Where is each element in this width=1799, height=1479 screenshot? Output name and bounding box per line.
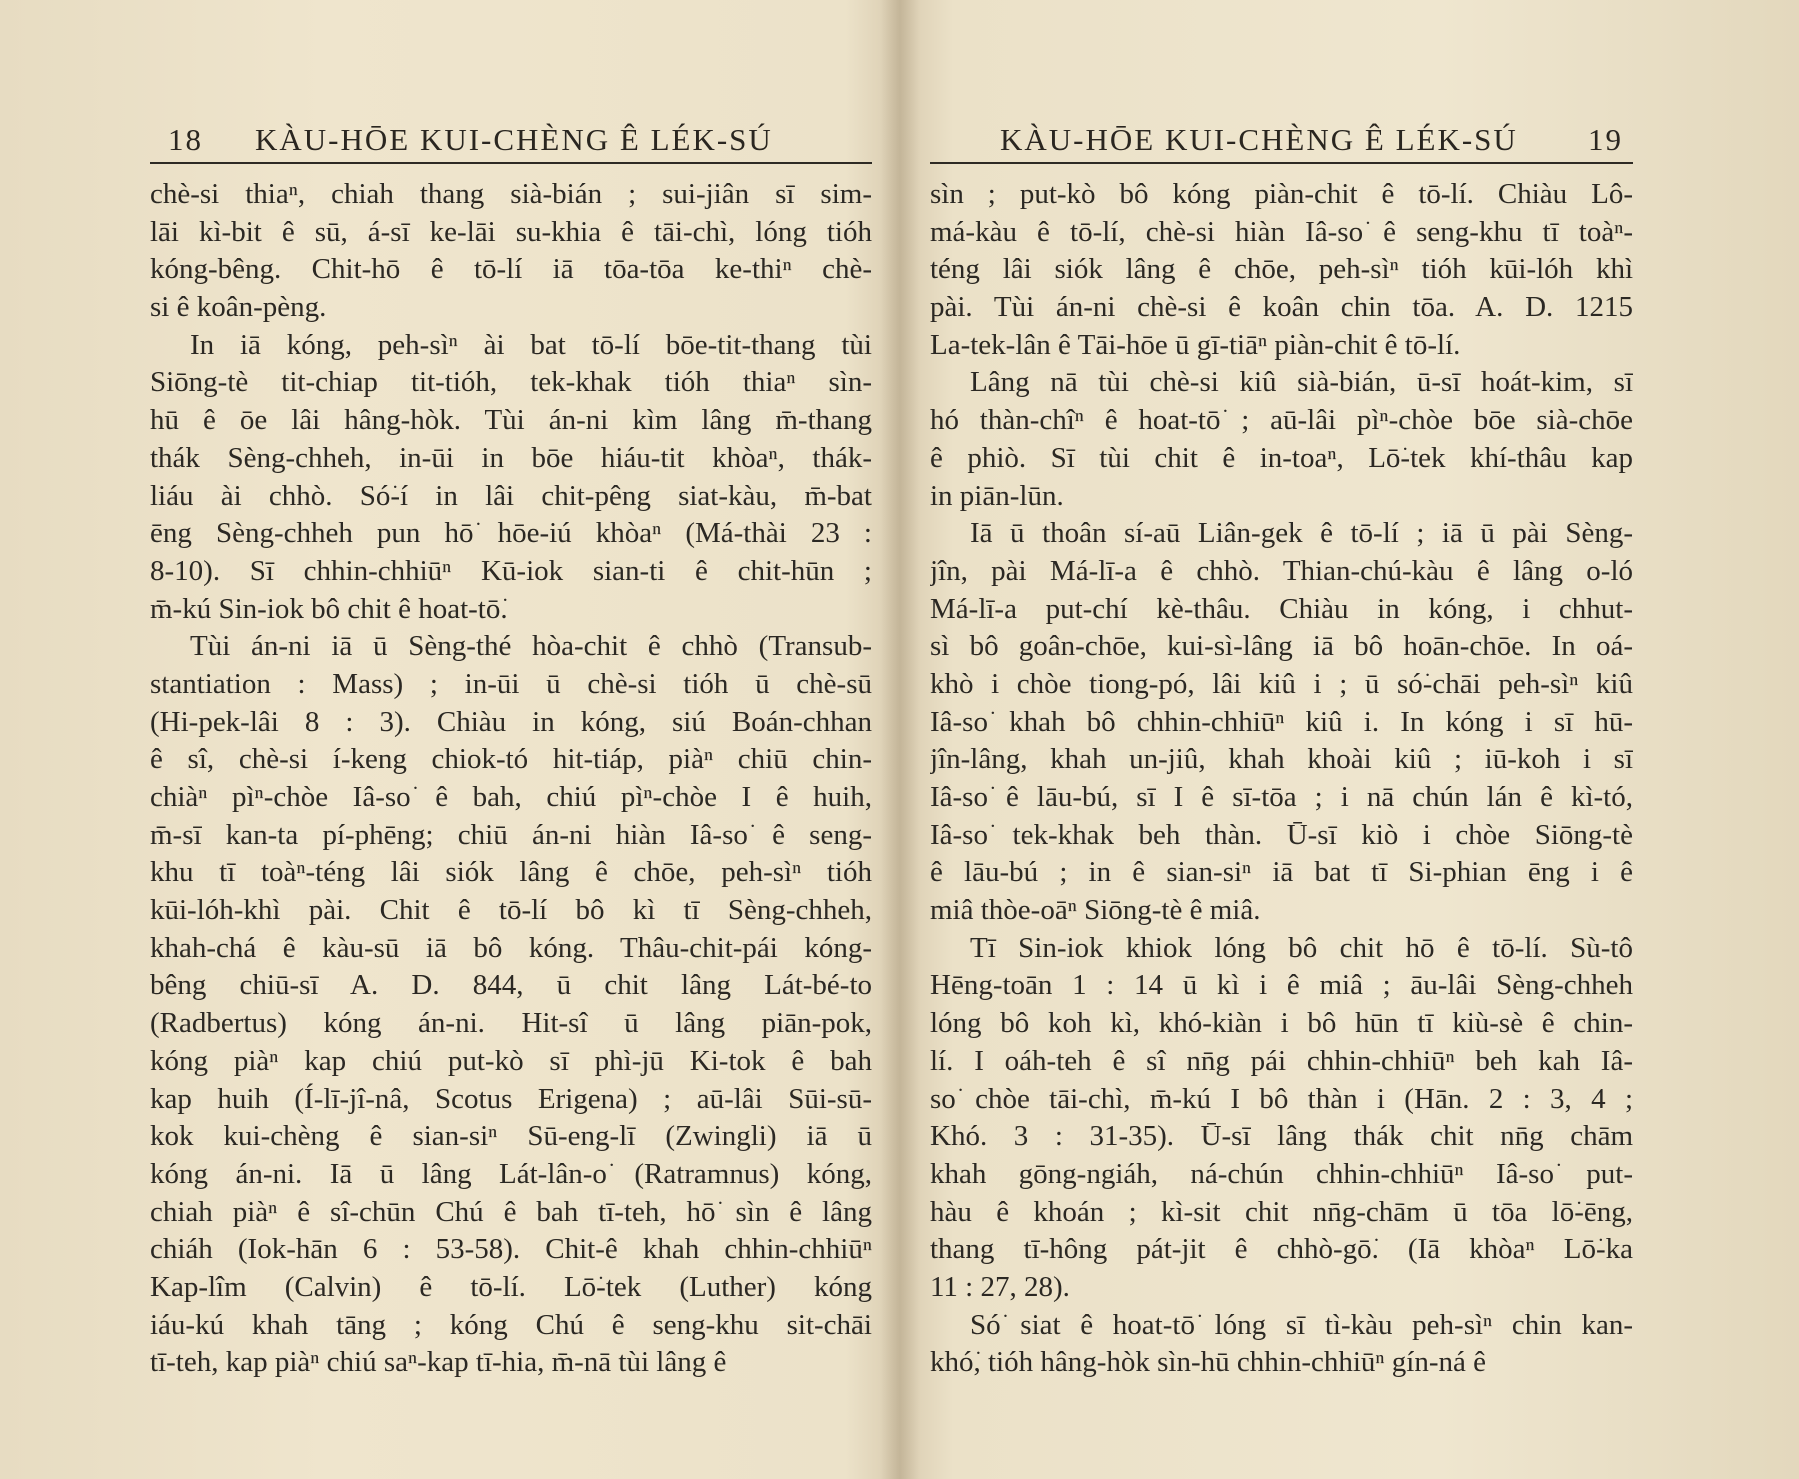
text-line: Iâ-so͘ tek-khak beh thàn. Ū-sī kiò i chòe Siōng-tè xyxy=(930,818,1633,851)
text-line: Siōng-tè tit-chiap tit-tióh, tek-khak tióh thiaⁿ sìn- xyxy=(150,366,872,399)
text-line: (Hi-pek-lâi 8 : 3). Chiàu in kóng, siú Boán-chhan xyxy=(150,705,872,738)
text-line: Tùi án-ni iā ū Sèng-thé hòa-chit ê chhò (Transub- xyxy=(190,630,872,663)
text-line: kūi-lóh-khì pài. Chit ê tō-lí bô kì tī Sèng-chheh, xyxy=(150,894,872,927)
text-line: pài. Tùi án-ni chè-si ê koân chin tōa. A. D. 1215 xyxy=(930,291,1633,324)
page-number: 18 xyxy=(168,122,203,157)
text-line: si ê koân-pèng. xyxy=(150,291,327,324)
text-line: kóng-bêng. Chit-hō ê tō-lí iā tōa-tōa ke-thiⁿ chè- xyxy=(150,253,872,286)
text-line: thang tī-hông pát-jit ê chhò-gō͘. (Iā khòaⁿ Lō͘-ka xyxy=(930,1233,1633,1266)
text-line: kap huih (Í-lī-jî-nâ, Scotus Erigena) ; aū-lâi Sūi-sū- xyxy=(150,1082,872,1115)
right-page-header xyxy=(930,118,1633,164)
text-line: m̄-sī kan-ta pí-phēng; chiū án-ni hiàn Iâ-so͘ ê seng- xyxy=(150,818,872,851)
text-line: hū ê ōe lâi hâng-hòk. Tùi án-ni kìm lâng m̄-thang xyxy=(150,404,872,437)
text-line: 8-10). Sī chhin-chhiūⁿ Kū-iok sian-ti ê chit-hūn ; xyxy=(150,554,872,587)
text-line: miâ thòe-oāⁿ Siōng-tè ê miâ. xyxy=(930,894,1261,927)
text-line: bêng chiū-sī A. D. 844, ū chit lâng Lát-bé-to͘ xyxy=(150,969,872,1002)
text-line: stantiation : Mass) ; in-ūi ū chè-si tióh ū chè-sū xyxy=(150,667,872,700)
text-line: Só͘ siat ê hoat-tō͘ lóng sī tì-kàu peh-sìⁿ chin kan- xyxy=(970,1308,1633,1341)
text-line: sìn ; put-kò bô kóng piàn-chit ê tō-lí. Chiàu Lô- xyxy=(930,178,1633,210)
text-line: jîn-lâng, khah un-jiû, khah khoài kiû ; iū-koh i sī xyxy=(930,743,1633,776)
text-line: m̄-kú Sin-iok bô chit ê hoat-tō͘. xyxy=(150,592,508,625)
text-line: khah-chá ê kàu-sū iā bô kóng. Thâu-chit-pái kóng- xyxy=(150,931,872,964)
text-line: chiah piàⁿ ê sî-chūn Chú ê bah tī-teh, hō͘ sìn ê lâng xyxy=(150,1195,872,1228)
text-line: Lâng nā tùi chè-si kiû sià-bián, ū-sī hoát-kim, sī xyxy=(970,366,1633,399)
text-line: kóng piàⁿ kap chiú put-kò sī phì-jū Ki-tok ê bah xyxy=(150,1044,872,1077)
text-line: tī-teh, kap piàⁿ chiú saⁿ-kap tī-hia, m̄-nā tùi lâng ê xyxy=(150,1346,727,1379)
left-page-header xyxy=(150,118,872,164)
text-line: chiáh (Iok-hān 6 : 53-58). Chit-ê khah chhin-chhiūⁿ xyxy=(150,1233,872,1266)
text-line: La-tek-lân ê Tāi-hōe ū gī-tiāⁿ piàn-chit ê tō-lí. xyxy=(930,328,1461,361)
left-page-body xyxy=(150,176,872,1382)
running-title: KÀU-HŌE KUI-CHÈNG Ê LÉK-SÚ xyxy=(255,122,773,157)
text-line: so͘ chòe tāi-chì, m̄-kú I bô thàn i (Hān. 2 : 3, 4 ; xyxy=(930,1082,1633,1115)
page-number: 19 xyxy=(1588,122,1623,157)
text-line: thák Sèng-chheh, in-ūi in bōe hiáu-tit khòaⁿ, thák- xyxy=(150,441,872,474)
text-line: khó͘, tióh hâng-hòk sìn-hū chhin-chhiūⁿ gín-ná ê xyxy=(930,1346,1486,1379)
text-line: Khó. 3 : 31-35). Ū-sī lâng thák chit nn̄g chām xyxy=(930,1120,1633,1153)
text-line: ê sî, chè-si í-keng chiok-tó hit-tiáp, piàⁿ chiū chin- xyxy=(150,743,872,776)
right-page-body xyxy=(930,176,1633,1382)
text-line: ê phiò. Sī tùi chit ê in-toaⁿ, Lō͘-tek khí-thâu kap xyxy=(930,441,1633,474)
text-line: chiàⁿ pìⁿ-chòe Iâ-so͘ ê bah, chiú pìⁿ-chòe I ê huih, xyxy=(150,781,872,813)
text-line: Iâ-so͘ ê lāu-bú, sī I ê sī-tōa ; i nā chún lán ê kì-tó, xyxy=(930,781,1633,813)
text-line: lāi kì-bit ê sū, á-sī ke-lāi su-khia ê tāi-chì, lóng tióh xyxy=(150,215,872,248)
text-line: khah gōng-ngiáh, ná-chún chhin-chhiūⁿ Iâ-so͘ put- xyxy=(930,1157,1633,1190)
text-line: khu tī toàⁿ-téng lâi siók lâng ê chōe, peh-sìⁿ tióh xyxy=(150,856,872,889)
text-line: Iā ū thoân sí-aū Liân-gek ê tō-lí ; iā ū pài Sèng- xyxy=(970,517,1633,550)
text-line: má-kàu ê tō-lí, chè-si hiàn Iâ-so͘ ê seng-khu tī toàⁿ- xyxy=(930,215,1633,248)
text-line: lóng bô koh kì, khó-kiàn i bô hūn tī kiù-sè ê chin- xyxy=(930,1007,1633,1040)
text-line: liáu ài chhò. Só͘-í in lâi chit-pêng siat-kàu, m̄-bat xyxy=(150,479,872,512)
text-line: (Radbertus) kóng án-ni. Hit-sî ū lâng piān-pok, xyxy=(150,1007,872,1040)
text-line: ê lāu-bú ; in ê sian-siⁿ iā bat tī Si-phian ēng i ê xyxy=(930,856,1633,889)
text-line: téng lâi siók lâng ê chōe, peh-sìⁿ tióh kūi-lóh khì xyxy=(930,253,1633,286)
book-spine xyxy=(880,0,920,1479)
text-line: sì bô goân-chōe, kui-sì-lâng iā bô hoān-chōe. In oá- xyxy=(930,630,1633,663)
text-line: hó thàn-chîⁿ ê hoat-tō͘ ; aū-lâi pìⁿ-chòe bōe sià-chōe xyxy=(930,404,1633,437)
text-line: In iā kóng, peh-sìⁿ ài bat tō-lí bōe-tit-thang tùi xyxy=(190,328,872,361)
text-line: lí. I oáh-teh ê sî nn̄g pái chhin-chhiūⁿ beh kah Iâ- xyxy=(930,1044,1633,1077)
text-line: jîn, pài Má-lī-a ê chhò. Thian-chú-kàu ê lâng o-ló xyxy=(930,554,1633,587)
text-line: Má-lī-a put-chí kè-thâu. Chiàu in kóng, i chhut- xyxy=(930,592,1633,625)
text-line: hàu ê khoán ; kì-sit chit nn̄g-chām ū tōa lō͘-ēng, xyxy=(930,1195,1633,1228)
text-line: Iâ-so͘ khah bô chhin-chhiūⁿ kiû i. In kóng i sī hū- xyxy=(930,705,1633,738)
text-line: Hēng-toān 1 : 14 ū kì i ê miâ ; āu-lâi Sèng-chheh xyxy=(930,969,1633,1002)
left-page xyxy=(150,118,872,1382)
running-title: KÀU-HŌE KUI-CHÈNG Ê LÉK-SÚ xyxy=(1000,122,1518,157)
text-line: kóng án-ni. Iā ū lâng Lát-lân-o͘ (Ratramnus) kóng, xyxy=(150,1157,872,1190)
text-line: ēng Sèng-chheh pun hō͘ hōe-iú khòaⁿ (Má-thài 23 : xyxy=(150,517,872,550)
text-line: iáu-kú khah tāng ; kóng Chú ê seng-khu sit-chāi xyxy=(150,1308,872,1341)
text-line: in piān-lūn. xyxy=(930,479,1064,512)
text-line: khò i chòe tiong-pó, lâi kiû i ; ū só͘-chāi peh-sìⁿ kiû xyxy=(930,667,1633,700)
text-line: 11 : 27, 28). xyxy=(930,1270,1070,1303)
right-page xyxy=(930,118,1633,1382)
text-line: Kap-lîm (Calvin) ê tō-lí. Lō͘-tek (Luther) kóng xyxy=(150,1270,872,1303)
text-line: Tī Sin-iok khiok lóng bô chit hō ê tō-lí. Sù-tô͘ xyxy=(970,931,1633,964)
text-line: kok kui-chèng ê sian-siⁿ Sū-eng-lī (Zwingli) iā ū xyxy=(150,1120,872,1153)
text-line: chè-si thiaⁿ, chiah thang sià-bián ; sui-jiân sī sim- xyxy=(150,178,872,210)
